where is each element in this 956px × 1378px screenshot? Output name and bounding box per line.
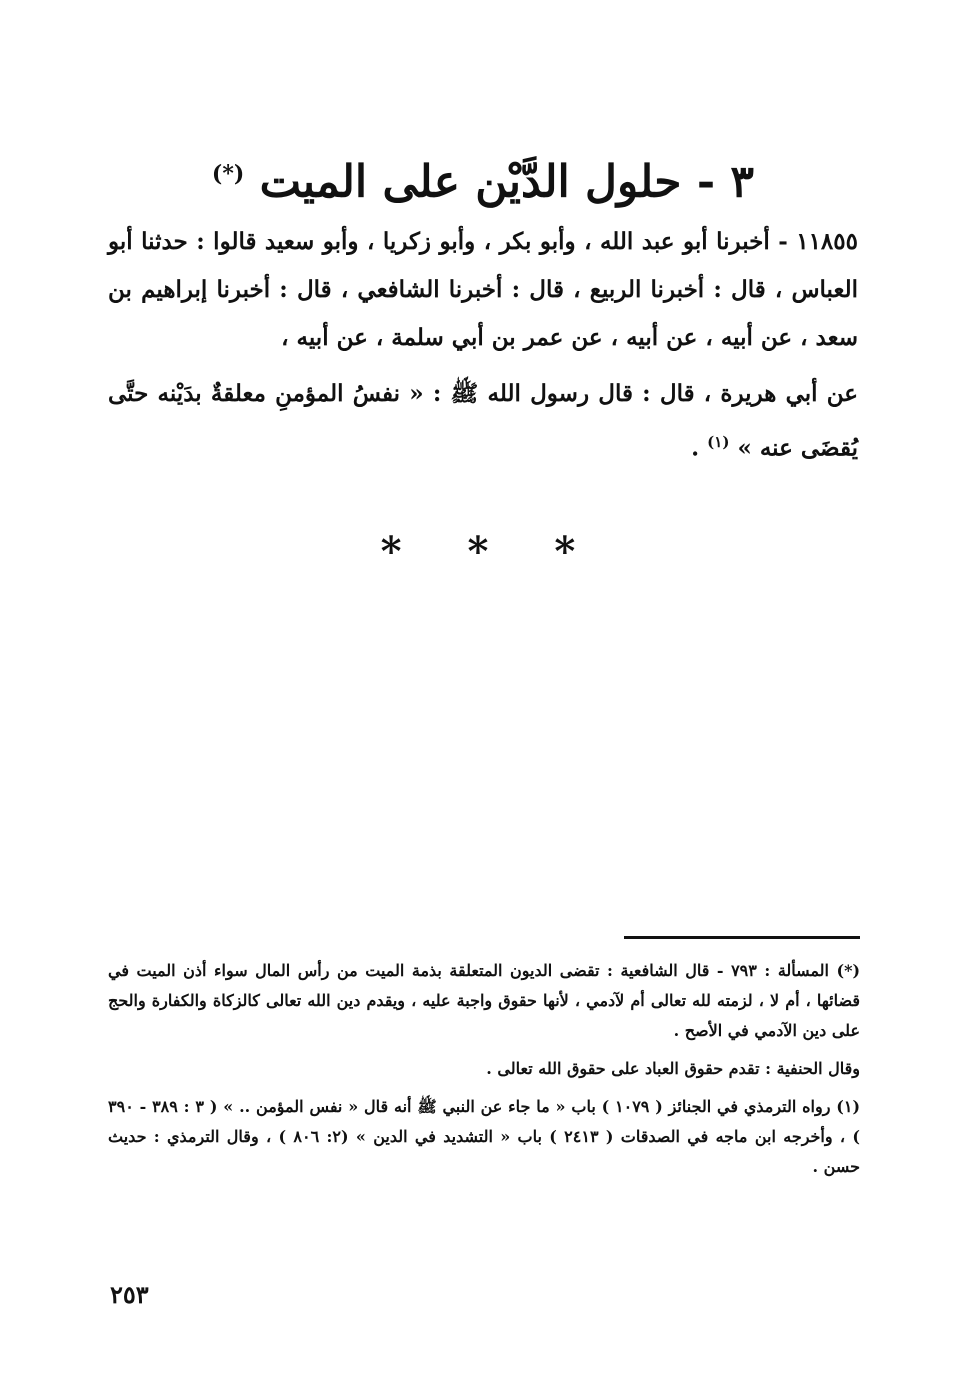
footnotes-block <box>108 956 860 1190</box>
chapter-footnote-marker: (*) <box>211 161 245 187</box>
section-separator <box>0 528 956 575</box>
separator-star: * <box>380 528 402 575</box>
hadith-end-mark: . <box>691 434 700 462</box>
hadith-text-paragraph <box>108 370 858 473</box>
hadith-chain-paragraph: ١١٨٥٥ - أخبرنا أبو عبد الله ، وأبو بكر ، وأبو زكريا ، وأبو سعيد قالوا : حدثنا أبو العباس ، قال : أخبرنا الربيع ، قال : أخبرنا الشافعي ، قال : أخبرنا إبراهيم بن سعد ، عن أبيه ، عن أبيه ، عن عمر بن أبي سلمة ، عن أبيه ، <box>108 228 858 351</box>
footnote-divider <box>624 936 860 939</box>
footnote-1: (١) رواه الترمذي في الجنائز ( ١٠٧٩ ) باب « ما جاء عن النبي ﷺ أنه قال « نفس المؤمن .. » ( ٣ : ٣٨٩ - ٣٩٠ ) ، وأخرجه ابن ماجه في الصدقات ( ٢٤١٣ ) باب « التشديد في الدين » (٢: ٨٠٦ ) ، وقال الترمذي : حديث حسن . <box>108 1097 861 1176</box>
page-number: ٢٥٣ <box>110 1280 149 1309</box>
footnote-star-text: تقضى الديون المتعلقة بذمة الميت من رأس المال سواء أذن الميت في قضائها ، أم لا ، لزمته لله تعالى أم لآدمي ، لأنها حقوق واجبة عليه ، ويقدم دين الله تعالى كالزكاة والكفارة والحج على دين الآدمي في الأصح . <box>108 961 860 1040</box>
chapter-title <box>110 142 856 215</box>
footnote-star <box>108 956 860 1046</box>
footnote-star-lead: (*) المسألة : ٧٩٣ - قال الشافعية : <box>607 961 861 980</box>
hadith-text: عن أبي هريرة ، قال : قال رسول الله ﷺ : « نفسُ المؤمنِ معلقةٌ بدَيْنه حتَّى يُقضَى عنه » <box>108 380 858 462</box>
footnote-hanafi: وقال الحنفية : تقدم حقوق العباد على حقوق الله تعالى . <box>486 1059 860 1078</box>
hadith-footnote-ref: (١) <box>707 433 730 451</box>
separator-star: * <box>467 528 489 575</box>
separator-star: * <box>554 528 576 575</box>
chapter-title-text: ٣ - حلول الدَّيْن على الميت <box>259 156 755 208</box>
